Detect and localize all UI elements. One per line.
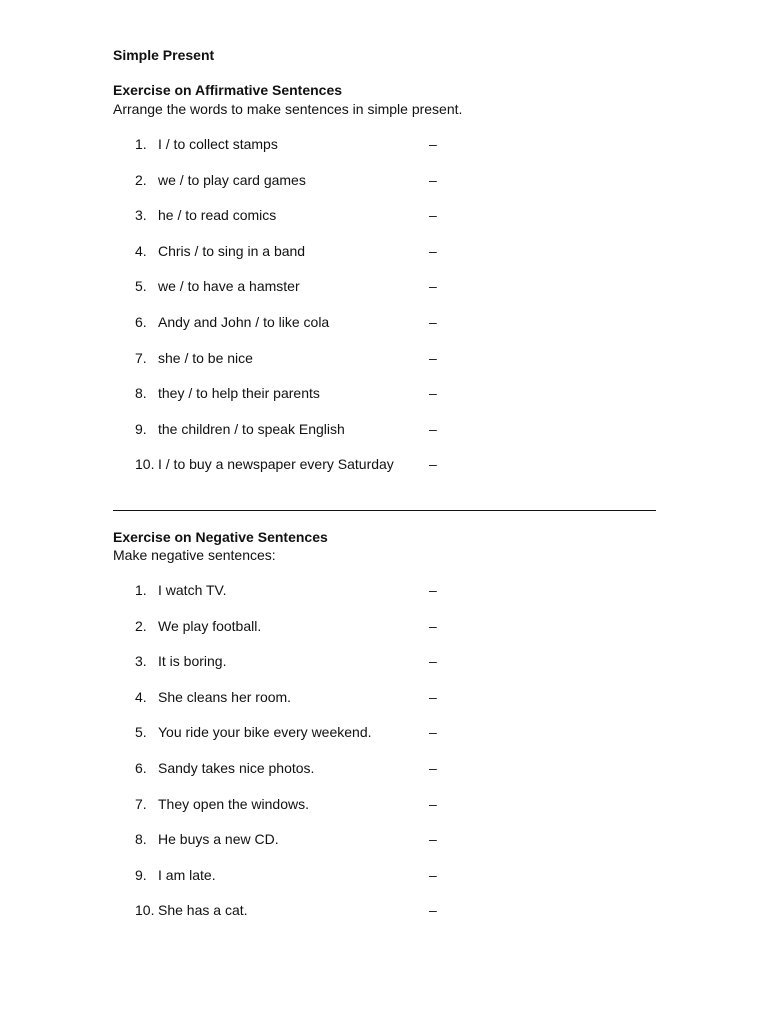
answer-dash: – — [429, 759, 437, 776]
item-number: 7. — [135, 795, 147, 812]
exercise-item — [0, 278, 768, 314]
item-number: 10. — [135, 456, 155, 473]
answer-dash: – — [429, 385, 437, 402]
answer-dash: – — [429, 866, 437, 883]
answer-dash: – — [429, 349, 437, 366]
exercise-item — [0, 385, 768, 421]
item-number: 10. — [135, 902, 155, 919]
exercise-item — [0, 243, 768, 279]
item-number: 3. — [135, 653, 147, 670]
item-text: She has a cat. — [158, 902, 248, 919]
item-number: 9. — [135, 420, 147, 437]
answer-dash: – — [429, 795, 437, 812]
exercise-item — [0, 760, 768, 796]
negative-instruction: Make negative sentences: — [113, 547, 276, 563]
item-text: I / to collect stamps — [158, 136, 278, 152]
item-number: 5. — [135, 278, 147, 295]
item-text: they / to help their parents — [158, 385, 320, 402]
answer-dash: – — [429, 313, 437, 330]
exercise-item — [0, 618, 768, 654]
answer-dash: – — [429, 207, 437, 224]
affirmative-exercise-list — [0, 136, 768, 492]
exercise-item — [0, 350, 768, 386]
answer-dash: – — [429, 831, 437, 848]
answer-dash: – — [429, 456, 437, 473]
answer-dash: – — [429, 278, 437, 295]
answer-dash: – — [429, 242, 437, 259]
item-text: I watch TV. — [158, 582, 227, 598]
exercise-item — [0, 902, 768, 938]
answer-dash: – — [429, 653, 437, 670]
answer-dash: – — [429, 420, 437, 437]
exercise-item — [0, 831, 768, 867]
negative-heading: Exercise on Negative Sentences — [113, 529, 328, 545]
exercise-item — [0, 172, 768, 208]
item-number: 5. — [135, 724, 147, 741]
section-divider — [113, 510, 656, 511]
exercise-item — [0, 724, 768, 760]
item-text: we / to play card games — [158, 171, 306, 188]
item-text: I am late. — [158, 866, 216, 883]
item-text: He buys a new CD. — [158, 831, 279, 848]
item-number: 8. — [135, 385, 147, 402]
item-number: 3. — [135, 207, 147, 224]
exercise-item — [0, 796, 768, 832]
document-title: Simple Present — [113, 47, 215, 63]
answer-dash: – — [429, 902, 437, 919]
exercise-item — [0, 582, 768, 618]
item-number: 1. — [135, 582, 147, 598]
exercise-item — [0, 653, 768, 689]
item-text: Andy and John / to like cola — [158, 313, 330, 330]
item-text: we / to have a hamster — [158, 278, 300, 295]
exercise-item — [0, 207, 768, 243]
exercise-item — [0, 421, 768, 457]
affirmative-heading: Exercise on Affirmative Sentences — [113, 82, 343, 98]
item-text: she / to be nice — [158, 349, 253, 366]
item-number: 4. — [135, 242, 147, 259]
item-number: 4. — [135, 688, 147, 705]
item-text: I / to buy a newspaper every Saturday — [158, 456, 394, 473]
answer-dash: – — [429, 136, 437, 152]
answer-dash: – — [429, 582, 437, 598]
answer-dash: – — [429, 617, 437, 634]
item-number: 6. — [135, 313, 147, 330]
item-number: 7. — [135, 349, 147, 366]
item-text: You ride your bike every weekend. — [158, 724, 372, 741]
answer-dash: – — [429, 688, 437, 705]
item-text: They open the windows. — [158, 795, 309, 812]
exercise-item — [0, 314, 768, 350]
exercise-item — [0, 136, 768, 172]
item-text: he / to read comics — [158, 207, 277, 224]
exercise-item — [0, 689, 768, 725]
item-number: 2. — [135, 617, 147, 634]
answer-dash: – — [429, 724, 437, 741]
exercise-item — [0, 867, 768, 903]
negative-exercise-list — [0, 582, 768, 938]
exercise-item — [0, 456, 768, 492]
item-text: Sandy takes nice photos. — [158, 759, 315, 776]
item-text: Chris / to sing in a band — [158, 242, 306, 259]
item-number: 9. — [135, 866, 147, 883]
affirmative-instruction: Arrange the words to make sentences in simple present. — [113, 101, 463, 117]
answer-dash: – — [429, 171, 437, 188]
item-text: It is boring. — [158, 653, 227, 670]
item-text: We play football. — [158, 617, 262, 634]
item-text: She cleans her room. — [158, 688, 292, 705]
item-number: 6. — [135, 759, 147, 776]
item-number: 2. — [135, 171, 147, 188]
item-text: the children / to speak English — [158, 420, 345, 437]
item-number: 8. — [135, 831, 147, 848]
item-number: 1. — [135, 136, 147, 152]
